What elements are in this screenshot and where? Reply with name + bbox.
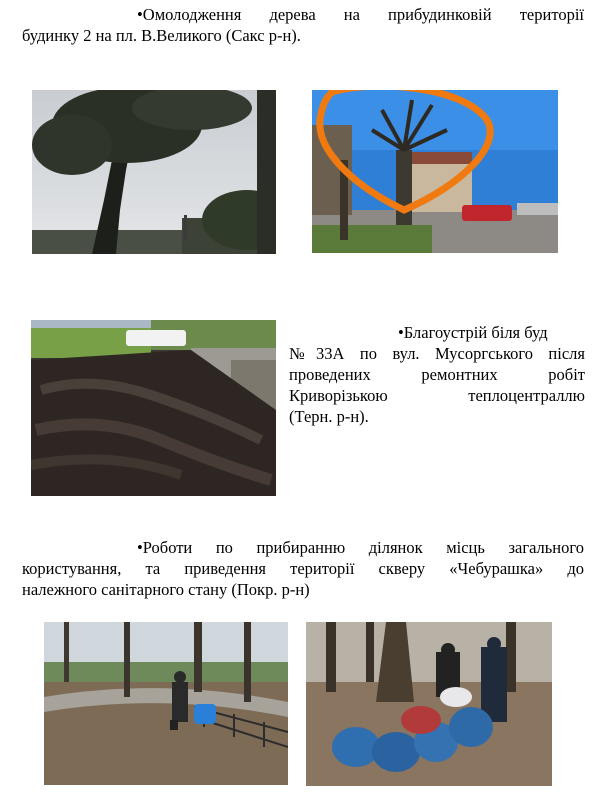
bullet-icon: • xyxy=(398,323,404,342)
photo-tree-marked xyxy=(312,90,558,253)
section3-line3: належного санітарного стану (Покр. р-н) xyxy=(22,580,310,599)
photo-garbage-bags xyxy=(306,622,552,786)
section1-line2: будинку 2 на пл. В.Великого (Сакс р-н). xyxy=(22,26,301,45)
bullet-icon: • xyxy=(137,538,143,557)
photo-park-cleanup xyxy=(44,622,288,785)
photo-tree-silhouette xyxy=(32,90,276,254)
section1-line1 xyxy=(22,4,584,25)
photo-soil-area xyxy=(31,320,276,496)
section2-line3: проведених ремонтних робіт xyxy=(289,365,585,384)
section3-line1 xyxy=(22,537,584,558)
section2-line4: Криворізькою теплоцентраллю xyxy=(289,386,585,405)
section1-line1-text: Омолодження дерева на прибудинковій території xyxy=(142,5,584,24)
section3-line1-text: Роботи по прибиранню ділянок місць загального xyxy=(142,538,584,557)
section3-text xyxy=(22,537,584,600)
bullet-icon: • xyxy=(137,5,143,24)
section2-line1-text: Благоустрій біля буд xyxy=(403,323,548,342)
section1-text xyxy=(22,4,584,46)
section2-line5: (Терн. р-н). xyxy=(289,407,369,426)
section3-line2: користування, та приведення території скверу «Чебурашка» до xyxy=(22,559,584,578)
section2-line2: №33А по вул. Мусоргського після xyxy=(289,344,585,363)
section2-text xyxy=(289,322,585,427)
section2-line1 xyxy=(289,322,585,343)
